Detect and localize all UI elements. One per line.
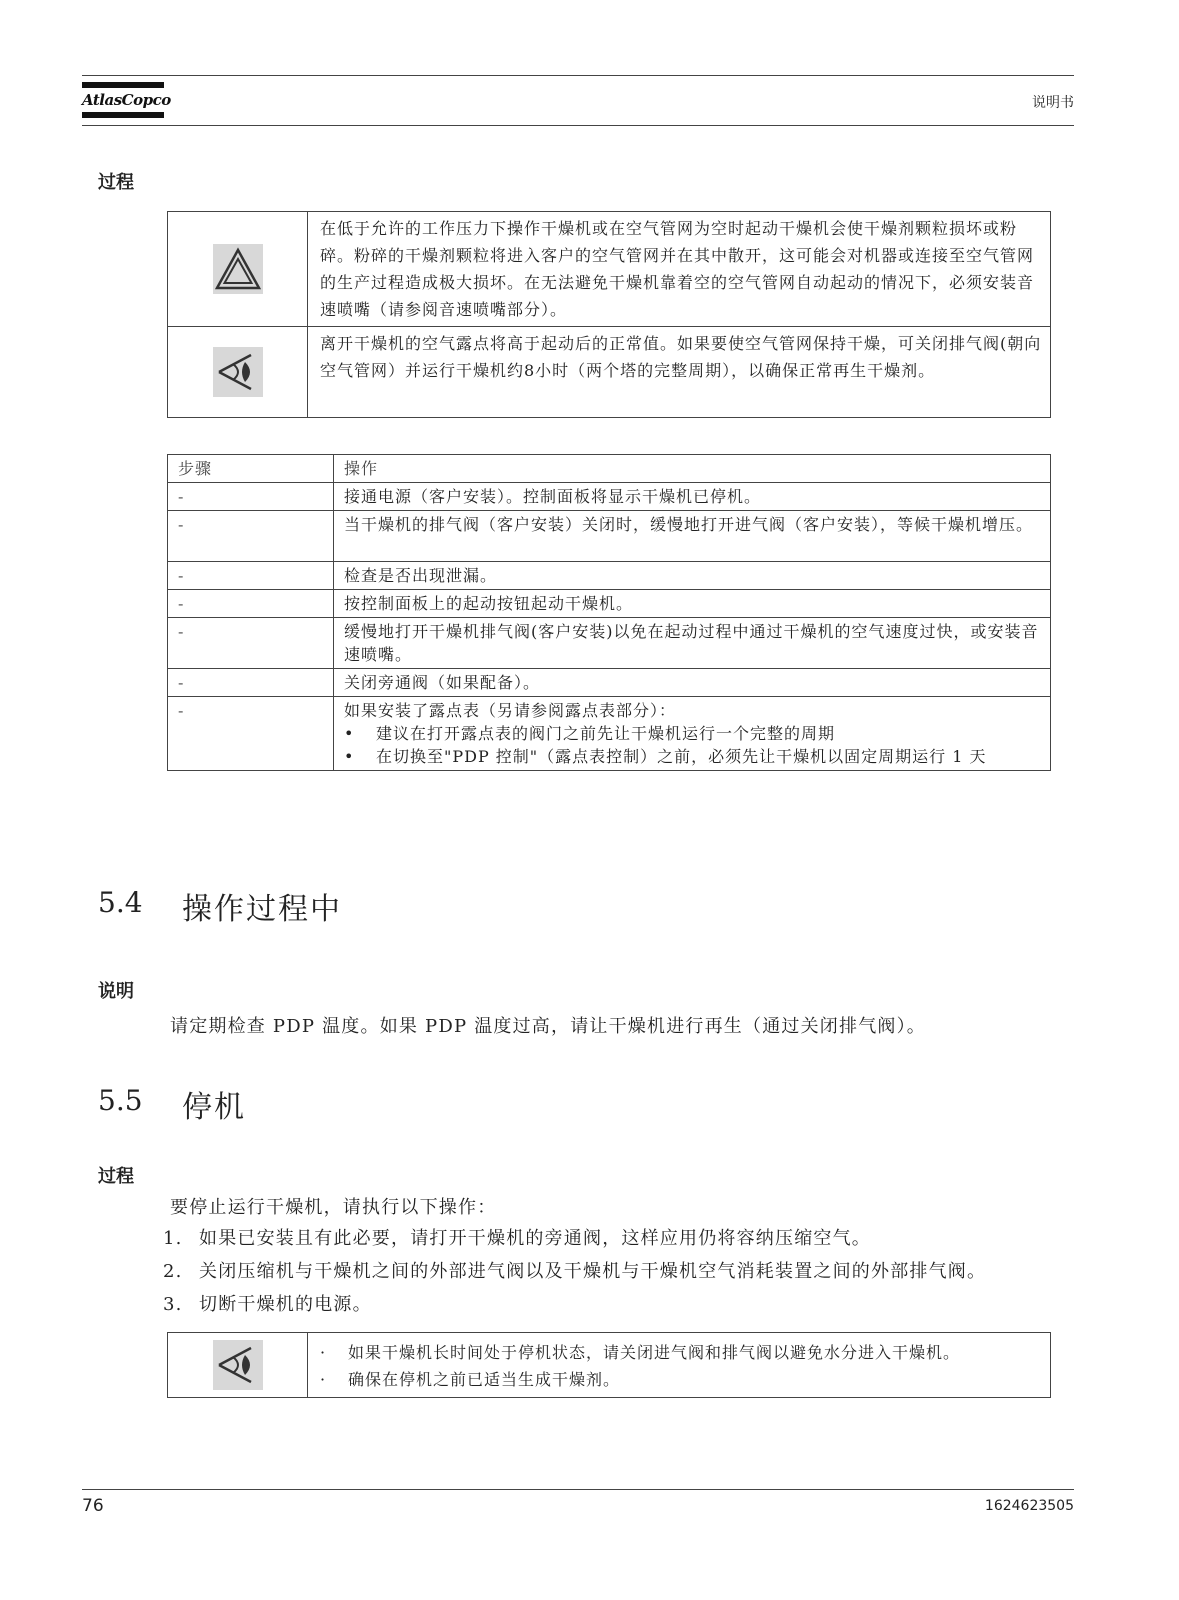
action-cell: 检查是否出现泄漏。 bbox=[334, 562, 1051, 590]
steps-table bbox=[167, 454, 1051, 771]
list-item bbox=[163, 1255, 986, 1288]
notice-row-warning bbox=[168, 212, 1051, 327]
table-row bbox=[168, 562, 1051, 590]
bullet-text: 建议在打开露点表的阀门之前先让干燥机运行一个完整的周期 bbox=[376, 724, 836, 743]
list-item bbox=[320, 1339, 1042, 1366]
list-item: • 在切换至"PDP 控制"（露点表控制）之前，必须先让干燥机以固定周期运行 1 天 bbox=[344, 747, 987, 766]
step-cell: - bbox=[168, 697, 334, 771]
list-item bbox=[163, 1288, 986, 1321]
section-54-title: 操作过程中 bbox=[182, 892, 342, 927]
step-cell: - bbox=[168, 562, 334, 590]
dewpoint-intro: 如果安装了露点表（另请参阅露点表部分）： bbox=[344, 701, 677, 720]
table-row bbox=[168, 697, 1051, 771]
notice-note-text: 离开干燥机的空气露点将高于起动后的正常值。如果要使空气管网保持干燥，可关闭排气阀(朝向空气管网）并运行干燥机约8小时（两个塔的完整周期），以确保正常再生干燥剂。 bbox=[308, 327, 1051, 418]
step-text: 如果已安装且有此必要，请打开干燥机的旁通阀，这样应用仍将容纳压缩空气。 bbox=[199, 1228, 871, 1249]
step-cell: - bbox=[168, 511, 334, 562]
list-item bbox=[163, 1222, 986, 1255]
bullet-char: · bbox=[320, 1370, 327, 1389]
section-54-subheading: 说明 bbox=[98, 981, 134, 1002]
action-cell: 接通电源（客户安装）。控制面板将显示干燥机已停机。 bbox=[334, 483, 1051, 511]
section-54-text: 请定期检查 PDP 温度。如果 PDP 温度过高，请让干燥机进行再生（通过关闭排气阀）。 bbox=[170, 1016, 926, 1037]
page-number: 76 bbox=[82, 1496, 104, 1516]
header-top-rule bbox=[82, 75, 1074, 76]
notice-table bbox=[167, 211, 1051, 418]
section-55-intro: 要停止运行干燥机，请执行以下操作： bbox=[170, 1197, 497, 1218]
header-doc-type: 说明书 bbox=[1032, 95, 1074, 111]
notice-row-note bbox=[168, 1333, 1051, 1398]
note-text: 确保在停机之前已适当生成干燥剂。 bbox=[348, 1370, 621, 1389]
action-cell: 关闭旁通阀（如果配备）。 bbox=[334, 669, 1051, 697]
steps-table-header bbox=[168, 455, 1051, 483]
section-55-subheading: 过程 bbox=[98, 1166, 134, 1187]
bullet-char: · bbox=[320, 1343, 327, 1362]
shutdown-note-table bbox=[167, 1332, 1051, 1398]
doc-number: 1624623505 bbox=[984, 1498, 1074, 1514]
list-item bbox=[320, 1366, 1042, 1393]
note-text: 如果干燥机长时间处于停机状态，请关闭进气阀和排气阀以避免水分进入干燥机。 bbox=[348, 1343, 961, 1362]
atlas-copco-logo: AtlasCopco bbox=[82, 82, 164, 122]
list-item: • 建议在打开露点表的阀门之前先让干燥机运行一个完整的周期 bbox=[344, 724, 836, 743]
process-heading: 过程 bbox=[98, 172, 134, 193]
notice-row-note bbox=[168, 327, 1051, 418]
eye-note-icon bbox=[213, 347, 263, 397]
footer-rule bbox=[82, 1489, 1074, 1490]
table-row bbox=[168, 511, 1051, 562]
warning-triangle-icon bbox=[213, 244, 263, 294]
action-cell bbox=[334, 697, 1051, 771]
col-header-action: 操作 bbox=[334, 455, 1051, 483]
notice-warning-text: 在低于允许的工作压力下操作干燥机或在空气管网为空时起动干燥机会使干燥剂颗粒损坏或粉碎。粉碎的干燥剂颗粒将进入客户的空气管网并在其中散开，这可能会对机器或连接至空气管网的生产过程造成极大损坏。在无法避免干燥机靠着空的空气管网自动起动的情况下，必须安装音速喷嘴（请参阅音速喷嘴部分）。 bbox=[308, 212, 1051, 327]
section-55-number: 5.5 bbox=[98, 1084, 143, 1117]
step-cell: - bbox=[168, 483, 334, 511]
section-55-title: 停机 bbox=[182, 1090, 246, 1125]
bullet-text: 在切换至"PDP 控制"（露点表控制）之前，必须先让干燥机以固定周期运行 1 天 bbox=[376, 747, 987, 766]
table-row bbox=[168, 590, 1051, 618]
step-number: 1. bbox=[163, 1228, 183, 1249]
table-row bbox=[168, 483, 1051, 511]
step-cell: - bbox=[168, 590, 334, 618]
action-cell: 当干燥机的排气阀（客户安装）关闭时，缓慢地打开进气阀（客户安装），等候干燥机增压。 bbox=[334, 511, 1051, 562]
step-cell: - bbox=[168, 669, 334, 697]
table-row bbox=[168, 669, 1051, 697]
step-number: 3. bbox=[163, 1294, 183, 1315]
step-text: 切断干燥机的电源。 bbox=[199, 1294, 372, 1315]
step-text: 关闭压缩机与干燥机之间的外部进气阀以及干燥机与干燥机空气消耗装置之间的外部排气阀。 bbox=[199, 1261, 987, 1282]
eye-note-icon bbox=[213, 1340, 263, 1390]
table-row bbox=[168, 618, 1051, 669]
step-cell: - bbox=[168, 618, 334, 669]
step-number: 2. bbox=[163, 1261, 183, 1282]
action-cell: 按控制面板上的起动按钮起动干燥机。 bbox=[334, 590, 1051, 618]
shutdown-steps-list bbox=[163, 1222, 986, 1321]
section-54-number: 5.4 bbox=[98, 886, 143, 919]
header-bottom-rule bbox=[82, 125, 1074, 126]
col-header-step: 步骤 bbox=[168, 455, 334, 483]
action-cell: 缓慢地打开干燥机排气阀(客户安装)以免在起动过程中通过干燥机的空气速度过快，或安装音速喷嘴。 bbox=[334, 618, 1051, 669]
